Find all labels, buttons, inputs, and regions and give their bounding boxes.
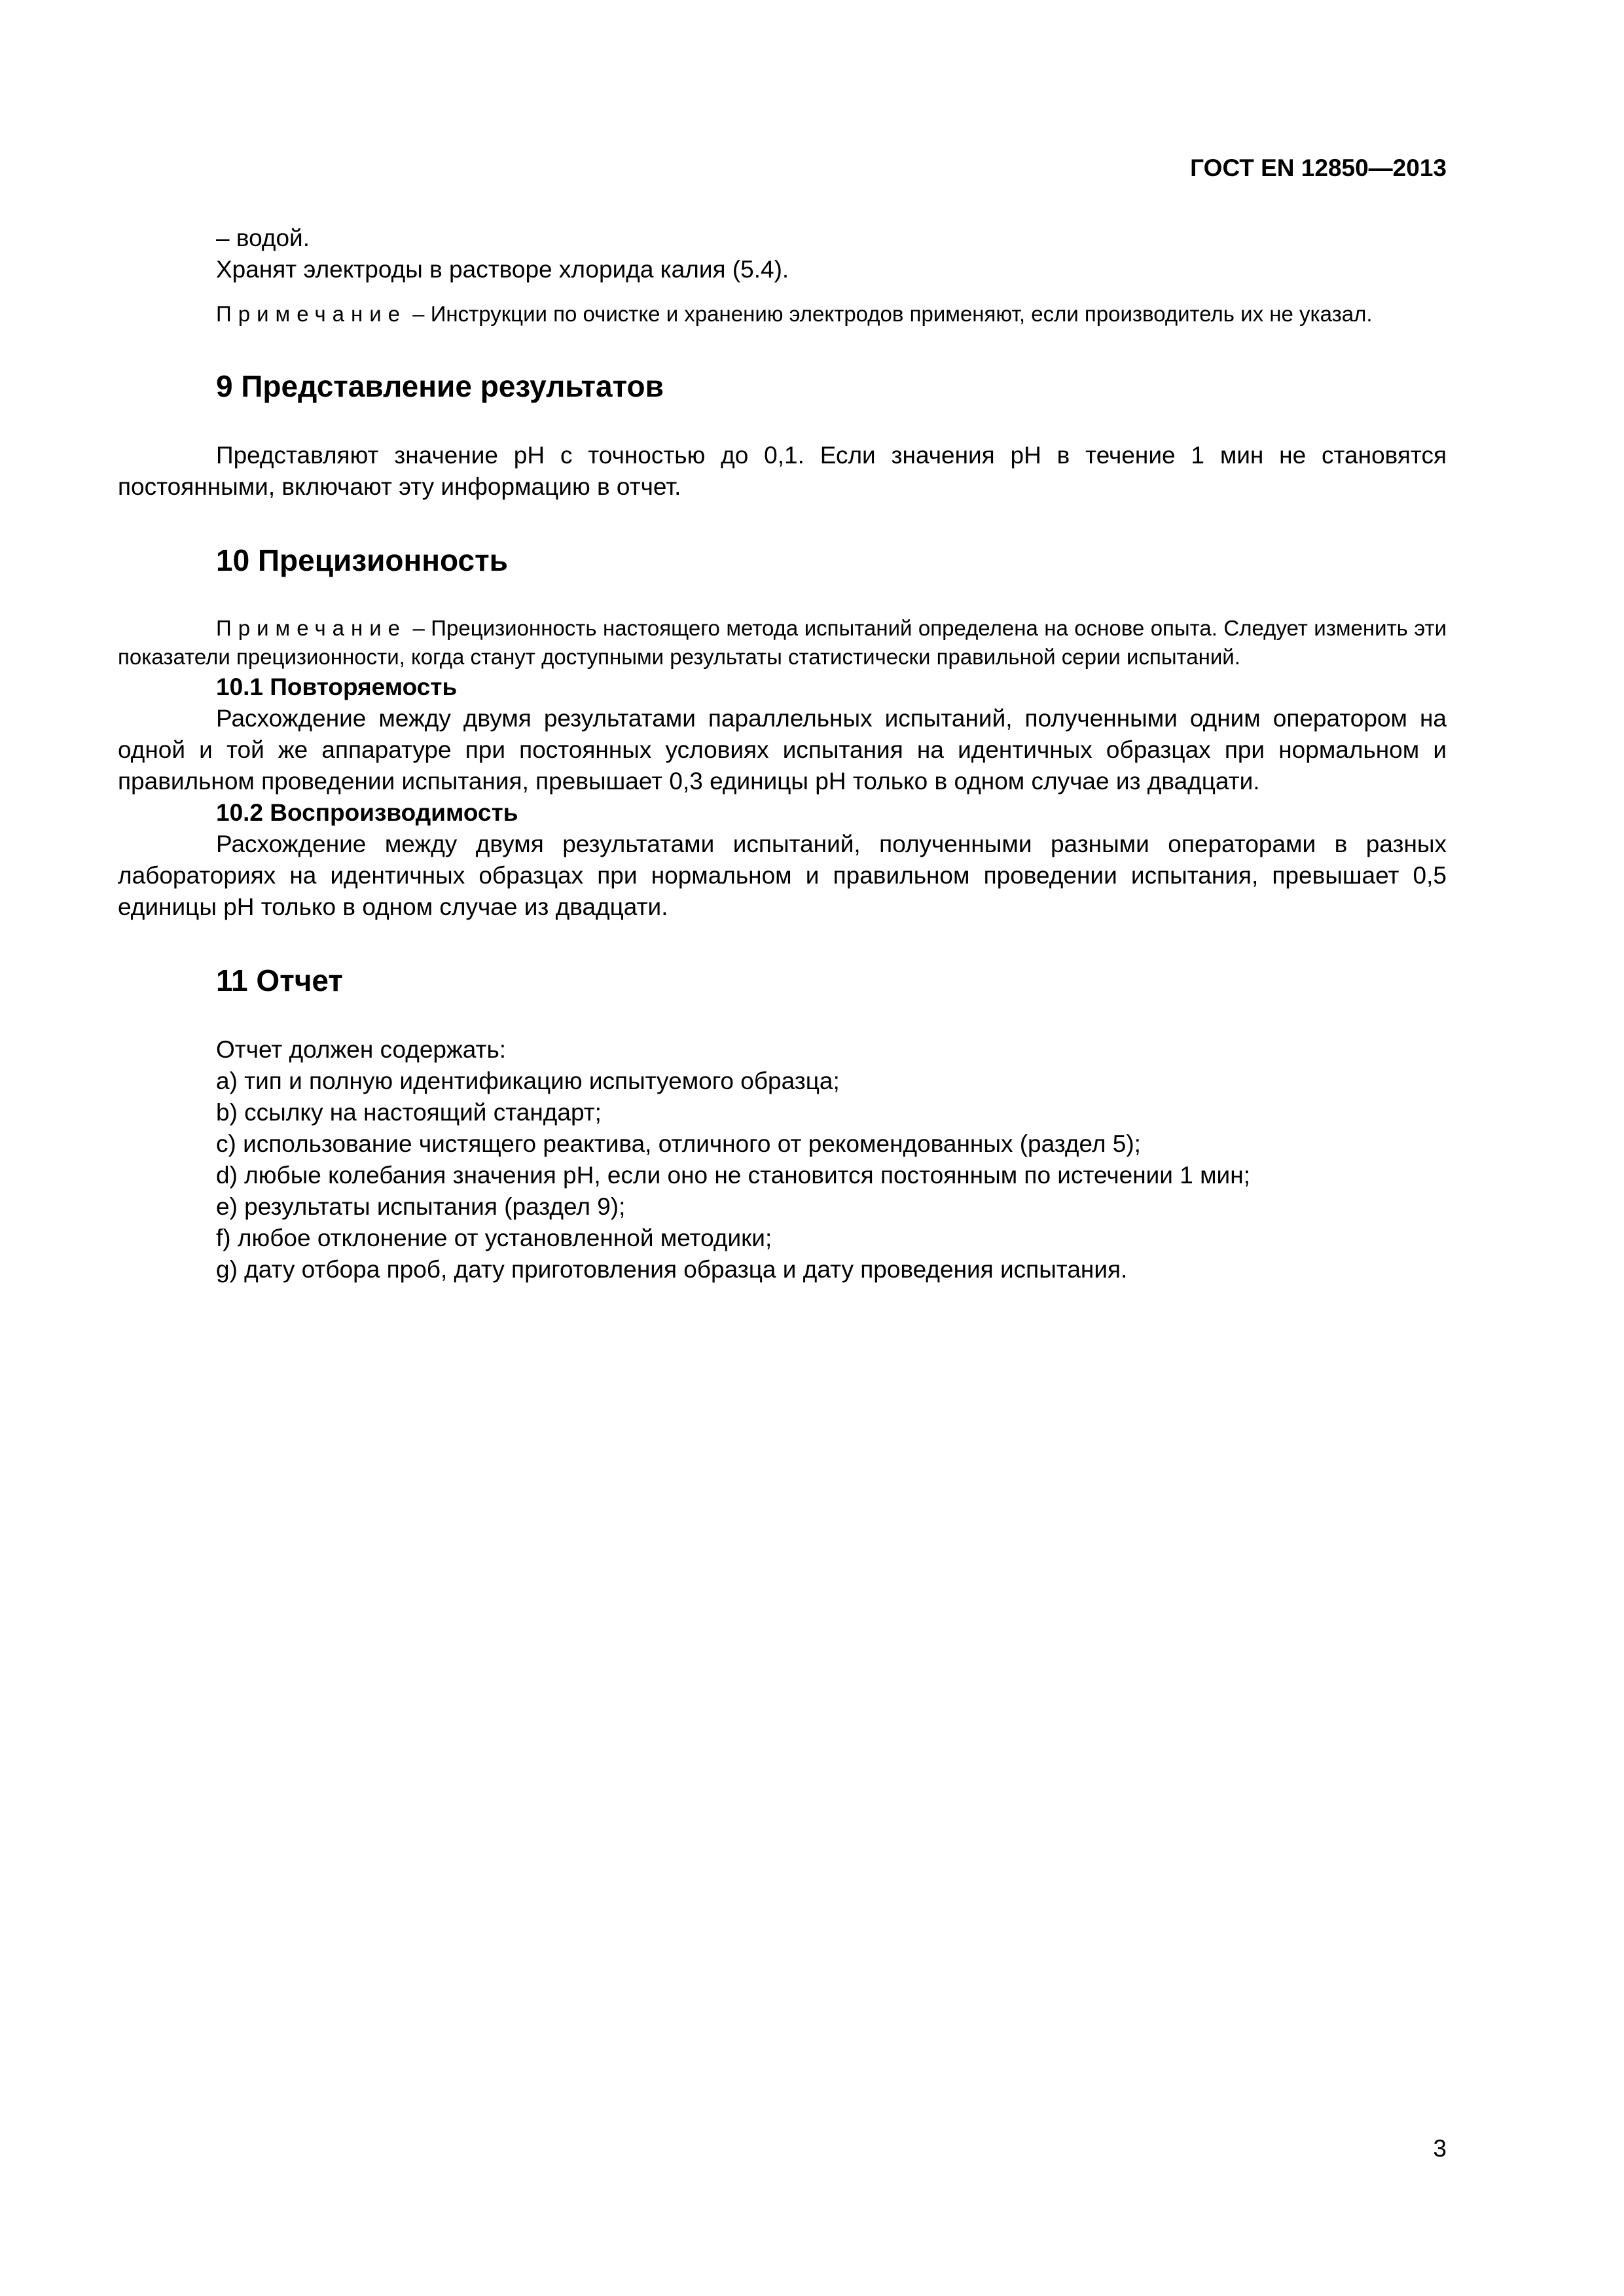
- section-9-text: Представляют значение pH с точностью до 0,1. Если значения pH в течение 1 мин не становятся постоянными, включают эту информацию в отчет.: [118, 442, 1447, 500]
- list-item: d) любые колебания значения pH, если оно не становится постоянным по истечении 1 мин;: [216, 1162, 1250, 1189]
- note-text: – Инструкции по очистке и хранению электродов применяют, если производитель их не указал.: [406, 302, 1373, 326]
- list-item: a) тип и полную идентификацию испытуемого образца;: [216, 1067, 840, 1094]
- repeatability-text: Расхождение между двумя результатами параллельных испытаний, полученными одним оператором на одной и той же аппаратуре при постоянных условиях испытания на идентичных образцах при нормальном и правильном проведении испытания, превышает 0,3 единицы pH только в одном случае из двадцати.: [118, 705, 1447, 795]
- section-9-title: 9 Представление результатов: [216, 369, 664, 403]
- document-code: ГОСТ EN 12850—2013: [1190, 154, 1447, 181]
- dash-item: – водой.: [216, 224, 310, 251]
- repeatability-title: 10.1 Повторяемость: [216, 673, 458, 700]
- cleaning-note: [118, 300, 1447, 329]
- precision-note: [118, 614, 1447, 672]
- note-lead: Примечание: [216, 616, 407, 640]
- list-item: g) дату отбора проб, дату приготовления образца и дату проведения испытания.: [216, 1256, 1128, 1283]
- reproducibility-text: Расхождение между двумя результатами испытаний, полученными разными операторами в разных лабораториях на идентичных образцах при нормальном и правильном проведении испытания, превышает 0,5 единицы pH только в одном случае из двадцати.: [118, 831, 1447, 920]
- report-list: [216, 1034, 1447, 1285]
- page-number: 3: [1433, 2135, 1447, 2162]
- storage-paragraph: Хранят электроды в растворе хлорида калия (5.4).: [216, 256, 789, 283]
- section-10-title: 10 Прецизионность: [216, 543, 508, 577]
- section-11-title: 11 Отчет: [216, 963, 343, 997]
- list-item: f) любое отклонение от установленной методики;: [216, 1225, 772, 1251]
- note-text: – Прецизионность настоящего метода испытаний определена на основе опыта. Следует изменить эти показатели прецизионности, когда станут доступными результаты статистически правильной серии испытаний.: [118, 616, 1447, 669]
- note-lead: Примечание: [216, 302, 407, 326]
- report-lead: Отчет должен содержать:: [216, 1036, 507, 1063]
- list-item: e) результаты испытания (раздел 9);: [216, 1193, 626, 1220]
- page-content: [118, 223, 1447, 1285]
- reproducibility-title: 10.2 Воспроизводимость: [216, 799, 518, 826]
- list-item: c) использование чистящего реактива, отличного от рекомендованных (раздел 5);: [216, 1130, 1141, 1157]
- list-item: b) ссылку на настоящий стандарт;: [216, 1099, 602, 1126]
